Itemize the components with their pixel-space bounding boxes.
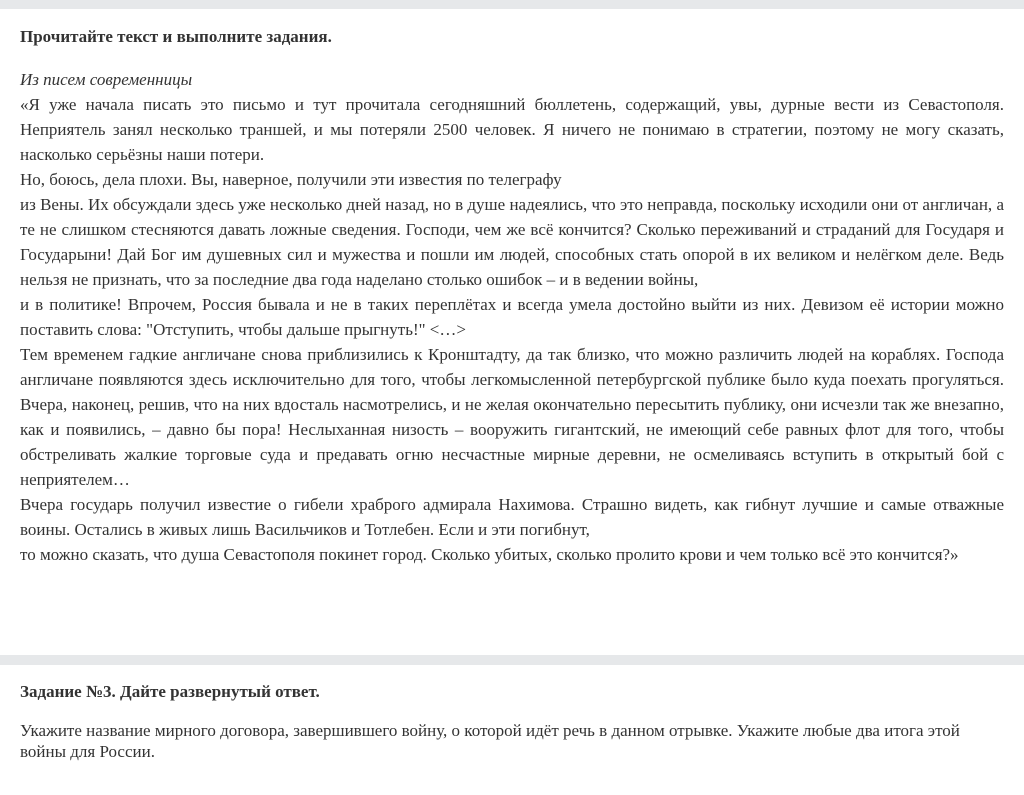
task-section (20, 682, 1004, 762)
task-text: Укажите название мирного договора, завершившего войну, о которой идёт речь в данном отрывке. Укажите любые два итога этой войны для России. (20, 721, 960, 761)
letter-paragraph: Но, боюсь, дела плохи. Вы, наверное, получили эти известия по телеграфу (20, 170, 562, 189)
reading-section (20, 27, 1004, 567)
top-divider (0, 0, 1024, 9)
reading-instruction: Прочитайте текст и выполните задания. (20, 27, 332, 46)
letter-paragraph: Тем временем гадкие англичане снова приблизились к Кронштадту, да так близко, что можно различить людей на кораблях. Господа англичане появляются здесь исключительно для того, чтобы легкомысленной петербургской публике было куда поехать прогуляться. Вчера, наконец, решив, что на них вдосталь насмотрелись, и не желая окончательно пересытить публику, они исчезли так же внезапно, как и появились, – давно бы пора! Неслыханная низость – вооружить гигантский, не имеющий себе равных флот для того, чтобы обстреливать жалкие торговые суда и предавать огню несчастные мирные деревни, не осмеливаясь вступить в открытый бой с неприятелем… (20, 345, 1004, 489)
section-divider (0, 655, 1024, 665)
letter-paragraph: «Я уже начала писать это письмо и тут прочитала сегодняшний бюллетень, содержащий, увы, дурные вести из Севастополя. Неприятель занял несколько траншей, и мы потеряли 2500 человек. Я ничего не понимаю в стратегии, поэтому не могу сказать, насколько серьёзны наши потери. (20, 95, 1004, 164)
letter-paragraph: из Вены. Их обсуждали здесь уже несколько дней назад, но в душе надеялись, что это неправда, поскольку исходили они от англичан, а те не слишком стесняются давать ложные сведения. Господи, чем же всё кончится? Сколько переживаний и страданий для Государя и Государыни! Дай Бог им душевных сил и мужества и пошли им людей, способных стать опорой в их великом и нелёгком деле. Ведь нельзя не признать, что за последние два года наделано столько ошибок – и в ведении войны, (20, 195, 1004, 289)
letter-paragraph: то можно сказать, что душа Севастополя покинет город. Сколько убитых, сколько пролито крови и чем только всё это кончится?» (20, 545, 959, 564)
source-caption: Из писем современницы (20, 70, 193, 89)
letter-paragraph: Вчера государь получил известие о гибели храброго адмирала Нахимова. Страшно видеть, как гибнут лучшие и самые отважные воины. Остались в живых лишь Васильчиков и Тотлебен. Если и эти погибнут, (20, 495, 1004, 539)
task-title: Задание №3. Дайте развернутый ответ. (20, 682, 320, 701)
letter-paragraph: и в политике! Впрочем, Россия бывала и не в таких переплётах и всегда умела достойно выйти из них. Девизом её истории можно поставить слова: "Отступить, чтобы дальше прыгнуть!" <…> (20, 295, 1004, 339)
